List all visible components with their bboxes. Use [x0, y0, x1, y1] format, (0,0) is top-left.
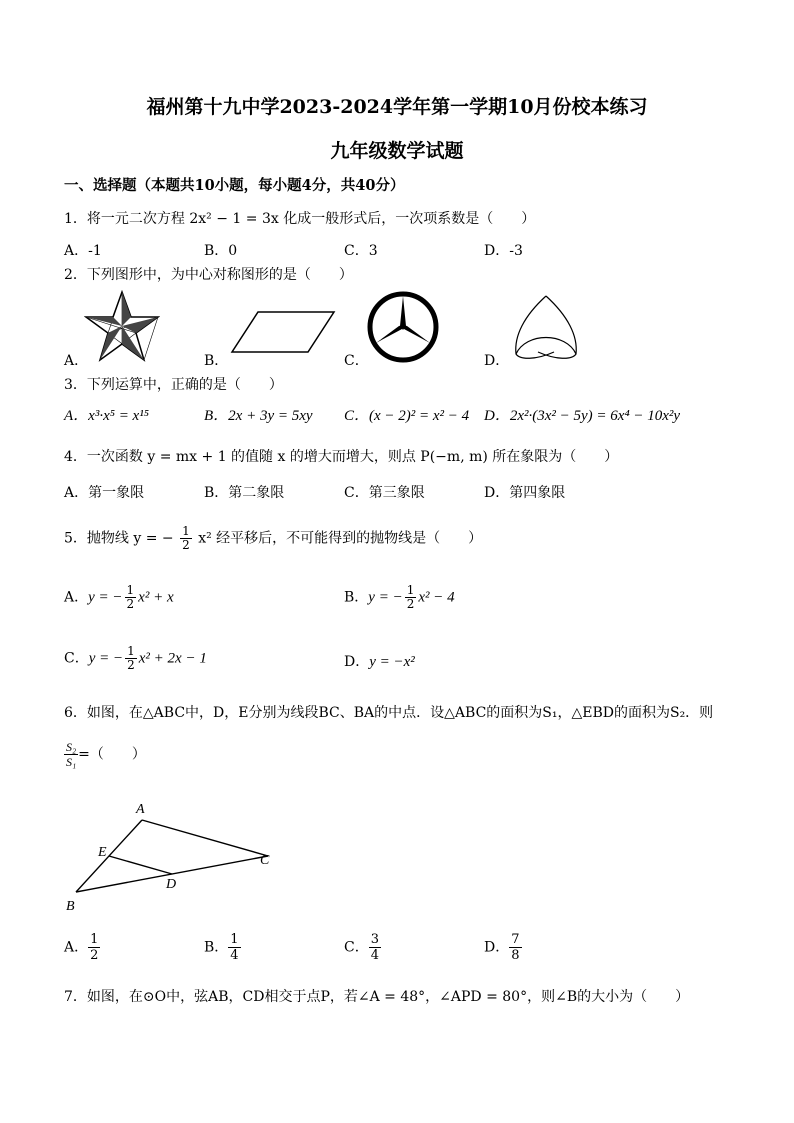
- q2-option-b: B．: [204, 353, 229, 369]
- q2-option-d: D．: [484, 353, 510, 369]
- section-heading: 一、选择题（本题共10小题，每小题4分，共40分）: [64, 177, 405, 194]
- question-3-stem: 3．下列运算中，正确的是（ ）: [64, 377, 283, 393]
- q4-option-a: A．第一象限: [64, 485, 145, 501]
- q6-option-b-fraction: [228, 932, 240, 963]
- question-2-stem: 2．下列图形中，为中心对称图形的是（ ）: [64, 267, 353, 283]
- q6-option-a-denominator: 2: [90, 948, 99, 963]
- q5-stem-suffix: x² 经平移后，不可能得到的抛物线是（ ）: [198, 530, 483, 547]
- q6-option-c-denominator: 4: [370, 948, 379, 963]
- q5-fraction-denominator: 2: [182, 538, 190, 552]
- q6-option-d-numerator: 7: [511, 932, 520, 947]
- label-d: D: [166, 877, 177, 892]
- q6-option-c-fraction: [369, 932, 381, 963]
- q1-option-a: A．-1: [64, 243, 102, 259]
- q5-fraction: [180, 525, 192, 552]
- q5-option-b-label: B．: [344, 589, 369, 606]
- page-subtitle: 九年级数学试题: [330, 140, 464, 162]
- q6-ratio-numerator: S₂: [66, 740, 77, 754]
- q5-option-a-post: x² + x: [138, 589, 174, 606]
- q5-option-d-text: y = −x²: [369, 654, 415, 670]
- q6-option-d: [484, 932, 522, 963]
- q6-option-a-fraction: [88, 932, 100, 963]
- q6-option-b-numerator: 1: [230, 932, 239, 947]
- q1-option-b: B．0: [204, 243, 238, 259]
- label-e: E: [98, 845, 107, 860]
- q6-option-c-label: C．: [344, 939, 369, 956]
- q5-option-b-fraction: [405, 584, 417, 611]
- page-title: 福州第十九中学2023-2024学年第一学期10月份校本练习: [146, 96, 648, 118]
- q5-option-a-fraction: [125, 584, 137, 611]
- q6-option-b-denominator: 4: [230, 948, 239, 963]
- q5-option-a-label: A．: [64, 589, 89, 606]
- q5-option-c-pre: y = −: [88, 650, 124, 667]
- q3-option-c: C．(x − 2)² = x² − 4: [344, 408, 470, 424]
- q5-option-b: [344, 584, 455, 611]
- q2-option-c: C．: [344, 353, 369, 369]
- q6-option-b: [204, 932, 241, 963]
- q6-option-d-fraction: [509, 932, 521, 963]
- q6-option-a-numerator: 1: [90, 932, 99, 947]
- question-1-stem: 1．将一元二次方程 2x² − 1 = 3x 化成一般形式后，一次项系数是（ ）: [64, 211, 536, 227]
- q6-option-d-label: D．: [484, 939, 510, 956]
- q1-option-d: D．-3: [484, 243, 523, 259]
- label-c: C: [260, 853, 270, 868]
- q5-option-c: [64, 645, 207, 672]
- q3-option-b: B．2x + 3y = 5xy: [204, 408, 313, 424]
- q5-option-a-numerator: 1: [126, 583, 135, 597]
- star-figure: [84, 290, 160, 364]
- three-pointed-star-circle-figure: [366, 290, 440, 364]
- question-7-stem: 7．如图，在⊙O中，弦AB，CD相交于点P，若∠A = 48°，∠APD = 80°，则∠B的大小为（ ）: [64, 989, 690, 1005]
- q5-option-c-label: C．: [64, 650, 89, 667]
- q6-ratio-denominator: S₁: [66, 755, 77, 769]
- q5-option-a: [64, 584, 174, 611]
- q5-fraction-numerator: 1: [182, 524, 190, 538]
- q5-option-c-numerator: 1: [127, 644, 135, 658]
- q4-option-d: D．第四象限: [484, 485, 566, 501]
- parallelogram-figure: [228, 308, 338, 358]
- label-b: B: [66, 899, 75, 914]
- q5-option-c-fraction: [125, 645, 137, 672]
- q4-option-b: B．第二象限: [204, 485, 285, 501]
- q5-option-d: [344, 651, 415, 671]
- q5-option-b-pre: y = −: [368, 589, 403, 606]
- triquetra-figure: [506, 292, 586, 364]
- q5-option-d-label: D．: [344, 654, 370, 670]
- q6-option-b-label: B．: [204, 939, 229, 956]
- q5-option-a-pre: y = −: [88, 589, 123, 606]
- q6-option-a: [64, 932, 100, 963]
- question-5-stem: [64, 525, 482, 552]
- label-a: A: [136, 802, 145, 817]
- q1-option-c: C．3: [344, 243, 378, 259]
- q2-option-a: A．: [64, 353, 89, 369]
- q4-option-c: C．第三象限: [344, 485, 425, 501]
- q5-option-b-numerator: 1: [406, 583, 415, 597]
- q6-ratio-fraction: [64, 740, 78, 769]
- q6-option-d-denominator: 8: [511, 948, 520, 963]
- q6-ratio: [64, 740, 146, 769]
- q5-stem-prefix: 5．抛物线 y = −: [64, 530, 174, 547]
- q6-ratio-tail: =（ ）: [78, 746, 146, 763]
- q5-option-b-post: x² − 4: [418, 589, 455, 606]
- q3-option-d: D．2x²·(3x² − 5y) = 6x⁴ − 10x²y: [484, 408, 681, 424]
- question-4-stem: 4．一次函数 y = mx + 1 的值随 x 的增大而增大，则点 P(−m, m) 所在象限为（ ）: [64, 449, 619, 465]
- q3-option-a: A．x³·x⁵ = x¹⁵: [64, 408, 149, 424]
- q5-option-c-denominator: 2: [127, 658, 135, 672]
- q5-option-c-post: x² + 2x − 1: [138, 650, 207, 667]
- question-6-stem: 6．如图，在△ABC中，D，E分别为线段BC、BA的中点．设△ABC的面积为S₁，△EBD的面积为S₂．则: [64, 705, 714, 721]
- q5-option-b-denominator: 2: [406, 597, 415, 611]
- q5-option-a-denominator: 2: [126, 597, 135, 611]
- q6-option-c: [344, 932, 381, 963]
- q6-option-a-label: A．: [64, 939, 89, 956]
- q6-option-c-numerator: 3: [370, 932, 379, 947]
- triangle-abc-figure: [60, 798, 290, 918]
